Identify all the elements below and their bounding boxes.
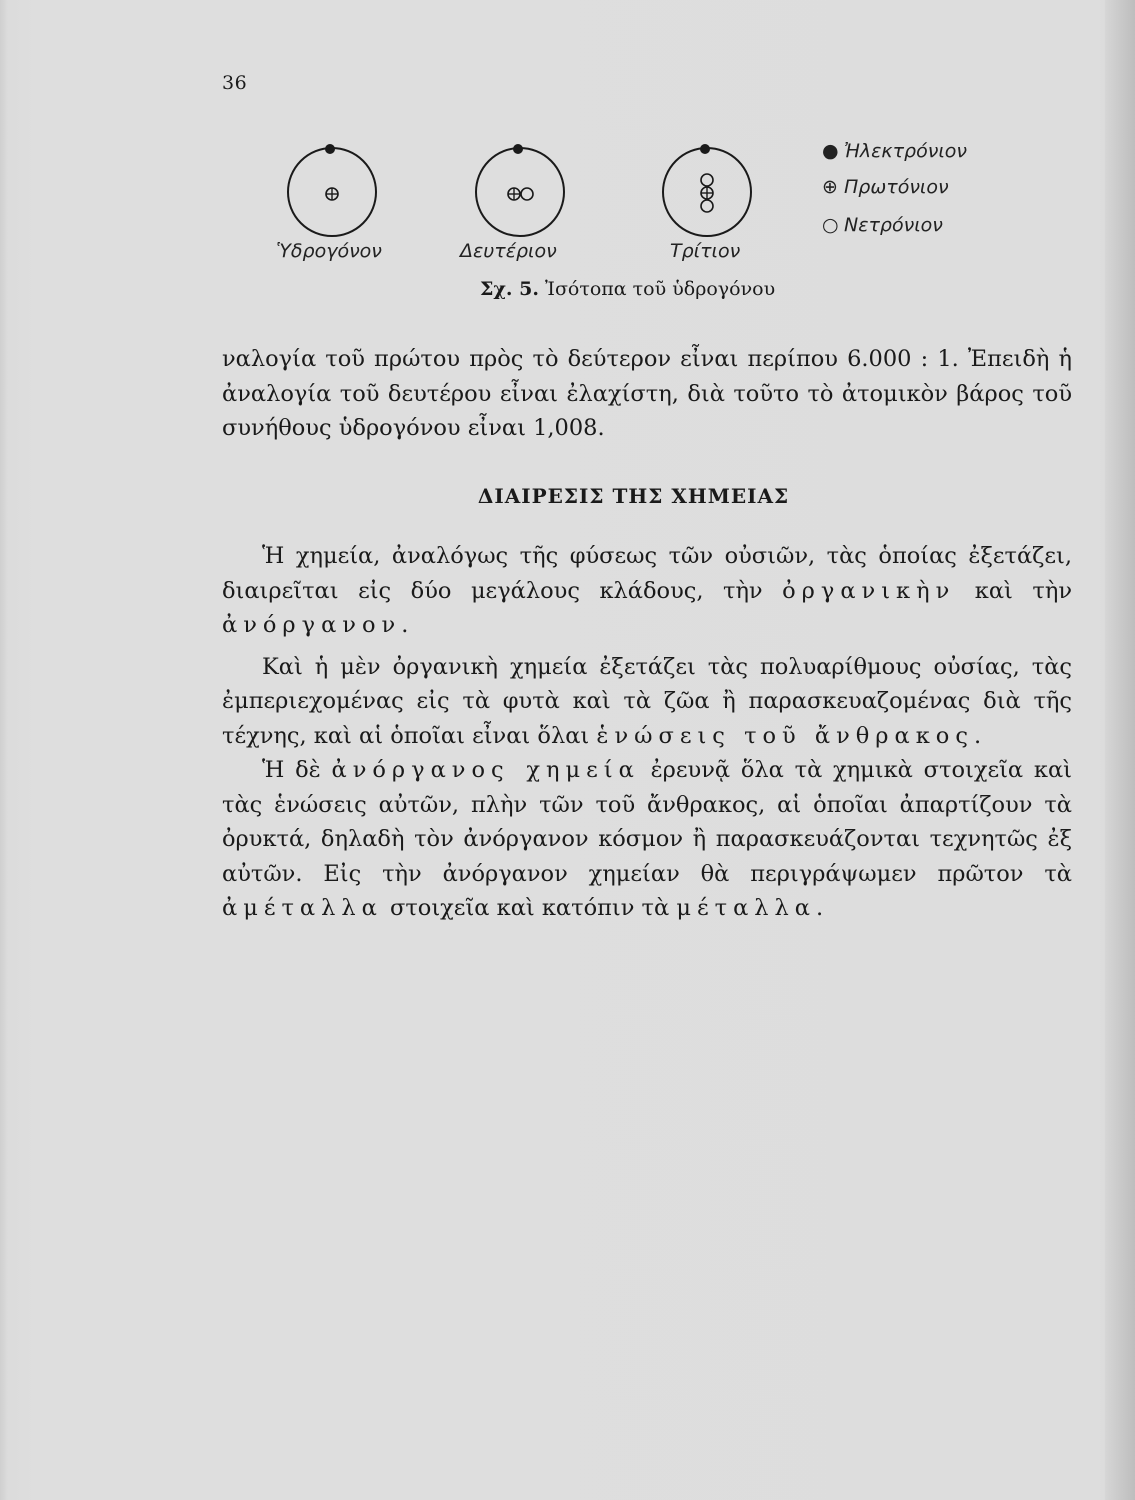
caption-number: Σχ. 5. [480, 278, 539, 300]
paragraph-divisions: Ἡ χημεία, ἀναλόγως τῆς φύσεως τῶν οὐσιῶν, τὰς ὁποίας ἐξετάζει, διαιρεῖται εἰς δύο μεγάλους κλάδους, τὴν ὀργανικὴν καὶ τὴν ἀνόργανον. [222, 543, 1072, 638]
tritium-label: Τρίτιον [670, 240, 741, 262]
hydrogen-label: Ὑδρογόνον [276, 240, 382, 262]
section-heading: ΔΙΑΙΡΕΣΙΣ ΤΗΣ ΧΗΜΕΙΑΣ [477, 484, 790, 508]
legend-neutron: ○ Νετρόνιον [822, 214, 943, 236]
paragraph-inorganic: Ἡ δὲ ἀνόργανος χημεία ἐρευνᾷ ὅλα τὰ χημικὰ στοιχεῖα καὶ τὰς ἑνώσεις αὐτῶν, πλὴν τῶν τοῦ ἄνθρακος, αἱ ὁποῖαι ἀπαρτίζουν τὰ ὀρυκτά, δηλαδὴ τὸν ἀνόργανον κόσμον ἢ παρασκευάζονται τεχνητῶς ἐξ αὐτῶν. Εἰς τὴν ἀνόργανον χημείαν θὰ περιγράψωμεν πρῶτον τὰ ἀμέταλλα στοιχεῖα καὶ κατόπιν τὰ μέταλλα. [222, 757, 1072, 921]
proton-icon: ⊕ [822, 176, 838, 198]
electron-dot [325, 144, 335, 154]
electron-dot [700, 144, 710, 154]
figure-caption [480, 278, 775, 300]
body-text [222, 539, 1072, 926]
electron-dot [513, 144, 523, 154]
paragraph-organic: Καὶ ἡ μὲν ὀργανικὴ χημεία ἐξετάζει τὰς πολυαρίθμους οὐσίας, τὰς ἐμπεριεχομένας εἰς τὰ φυτὰ καὶ τὰ ζῶα ἢ παρασκευαζομένας διὰ τῆς τέχνης, καὶ αἱ ὁποῖαι εἶναι ὅλαι ἑνώσεις τοῦ ἄνθρακος. [222, 653, 1072, 749]
legend-proton: ⊕ Πρωτόνιον [822, 176, 949, 198]
neutron-symbol [521, 188, 533, 200]
caption-text: Ἰσότοπα τοῦ ὑδρογόνου [545, 278, 776, 300]
deuterium-label: Δευτέριον [460, 240, 557, 262]
neutron-symbol [701, 200, 713, 212]
page-number: 36 [222, 72, 248, 94]
neutron-icon: ○ [822, 214, 839, 236]
deuterium-atom [476, 144, 564, 236]
paragraph-atomic-weight: ναλογία τοῦ πρώτου πρὸς τὸ δεύτερον εἶναι περίπου 6.000 : 1. Ἐπειδὴ ἡ ἀναλογία τοῦ δευτέρου εἶναι ἐλαχίστη, διὰ τοῦτο τὸ ἀτομικὸν βάρος τοῦ συνήθους ὑδρογόνου εἶναι 1,008. [222, 346, 1072, 441]
hydrogen-atom [288, 144, 376, 236]
page-edge-shadow [1105, 0, 1135, 1500]
electron-icon: ● [822, 140, 839, 162]
neutron-symbol [701, 174, 713, 186]
legend-electron: ● Ἠλεκτρόνιον [822, 140, 968, 162]
tritium-atom [663, 144, 751, 236]
